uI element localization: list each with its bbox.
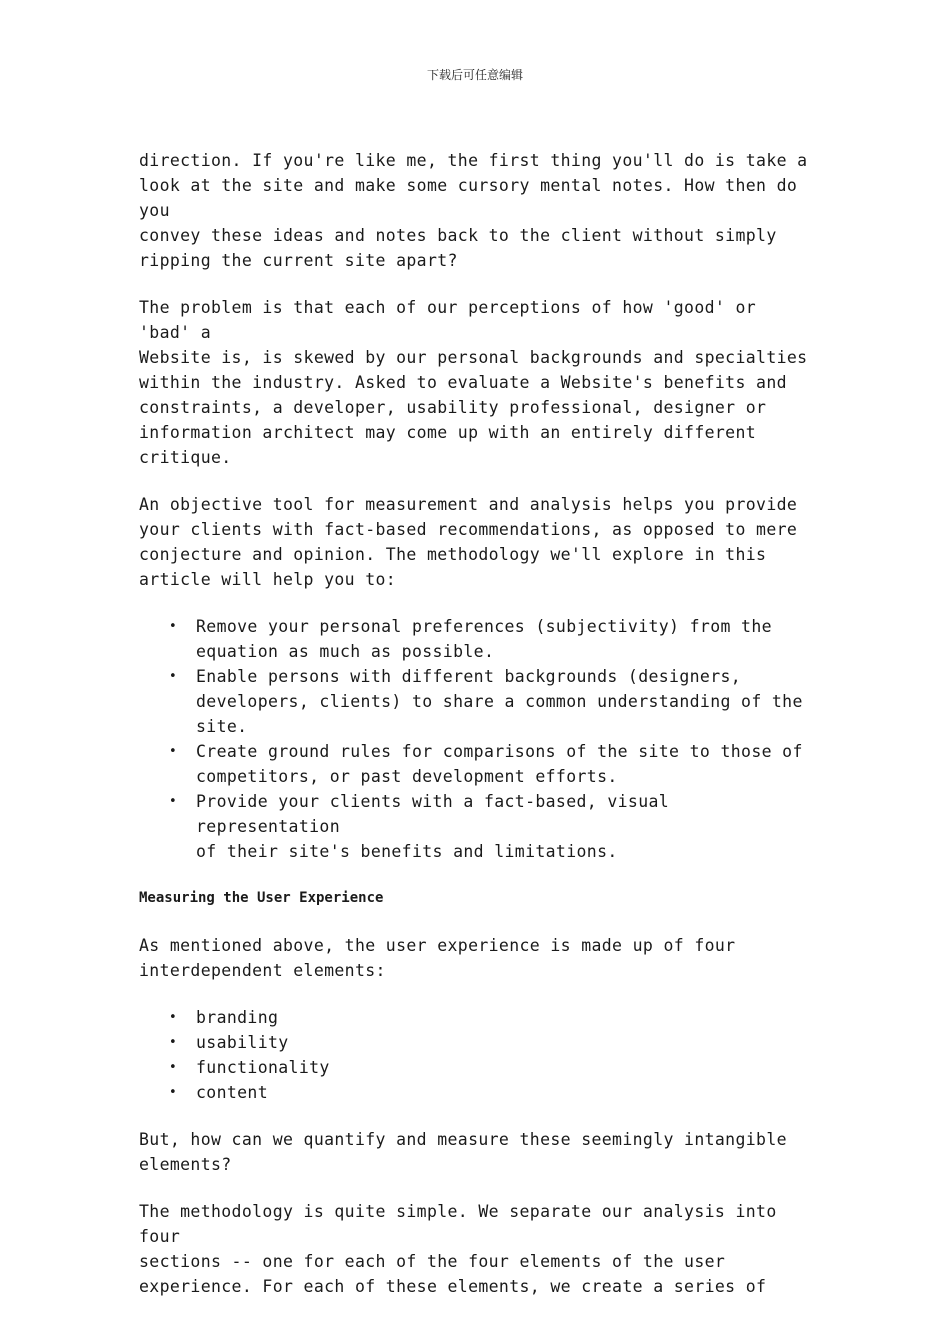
bullet-icon: •	[169, 619, 178, 634]
list-item-text: branding	[196, 1008, 279, 1027]
paragraph-user-experience: As mentioned above, the user experience is made up of four interdependent elements:	[139, 936, 736, 980]
list-item	[169, 1030, 809, 1055]
bullet-icon: •	[169, 1085, 178, 1100]
list-item-text: Enable persons with different backgrounds (designers, developers, clients) to share a common understanding of the site.	[196, 667, 803, 736]
page-header: 下载后可任意编辑	[426, 68, 523, 82]
paragraph-methodology: The methodology is quite simple. We separate our analysis into four sections -- one for each of the four elements of the user experience. For each of these elements, we create a series of	[139, 1202, 777, 1296]
list-item	[169, 789, 809, 864]
bullet-icon: •	[169, 794, 178, 809]
paragraph-quantify: But, how can we quantify and measure these seemingly intangible elements?	[139, 1130, 787, 1174]
list-item-text: content	[196, 1083, 268, 1102]
paragraph-problem: The problem is that each of our perceptions of how 'good' or 'bad' a Website is, is skewed by our personal backgrounds and specialties within the industry. Asked to evaluate a Website's benefits and constraints, a developer, usability professional, designer or information architect may come up with an entirely different critique.	[139, 298, 808, 467]
document-body	[139, 148, 809, 1321]
list-item	[169, 614, 809, 664]
list-item-text: Provide your clients with a fact-based, visual representation of their site's benefits and limitations.	[196, 792, 670, 861]
list-item	[169, 1005, 809, 1030]
bullet-icon: •	[169, 1060, 178, 1075]
goals-list	[139, 614, 809, 864]
list-item	[169, 1055, 809, 1080]
paragraph-objective-tool: An objective tool for measurement and analysis helps you provide your clients with fact-based recommendations, as opposed to mere conjecture and opinion. The methodology we'll explore in this article will help you to:	[139, 495, 798, 589]
section-heading: Measuring the User Experience	[139, 890, 384, 906]
list-item	[169, 1080, 809, 1105]
bullet-icon: •	[169, 1010, 178, 1025]
list-item	[169, 739, 809, 789]
bullet-icon: •	[169, 1035, 178, 1050]
list-item	[169, 664, 809, 739]
bullet-icon: •	[169, 744, 178, 759]
paragraph-intro: direction. If you're like me, the first thing you'll do is take a look at the site and make some cursory mental notes. How then do you convey these ideas and notes back to the client without simply ripping the current site apart?	[139, 151, 808, 270]
list-item-text: Remove your personal preferences (subjectivity) from the equation as much as possible.	[196, 617, 772, 661]
list-item-text: usability	[196, 1033, 289, 1052]
elements-list	[139, 1005, 809, 1105]
list-item-text: Create ground rules for comparisons of the site to those of competitors, or past development efforts.	[196, 742, 803, 786]
bullet-icon: •	[169, 669, 178, 684]
list-item-text: functionality	[196, 1058, 330, 1077]
